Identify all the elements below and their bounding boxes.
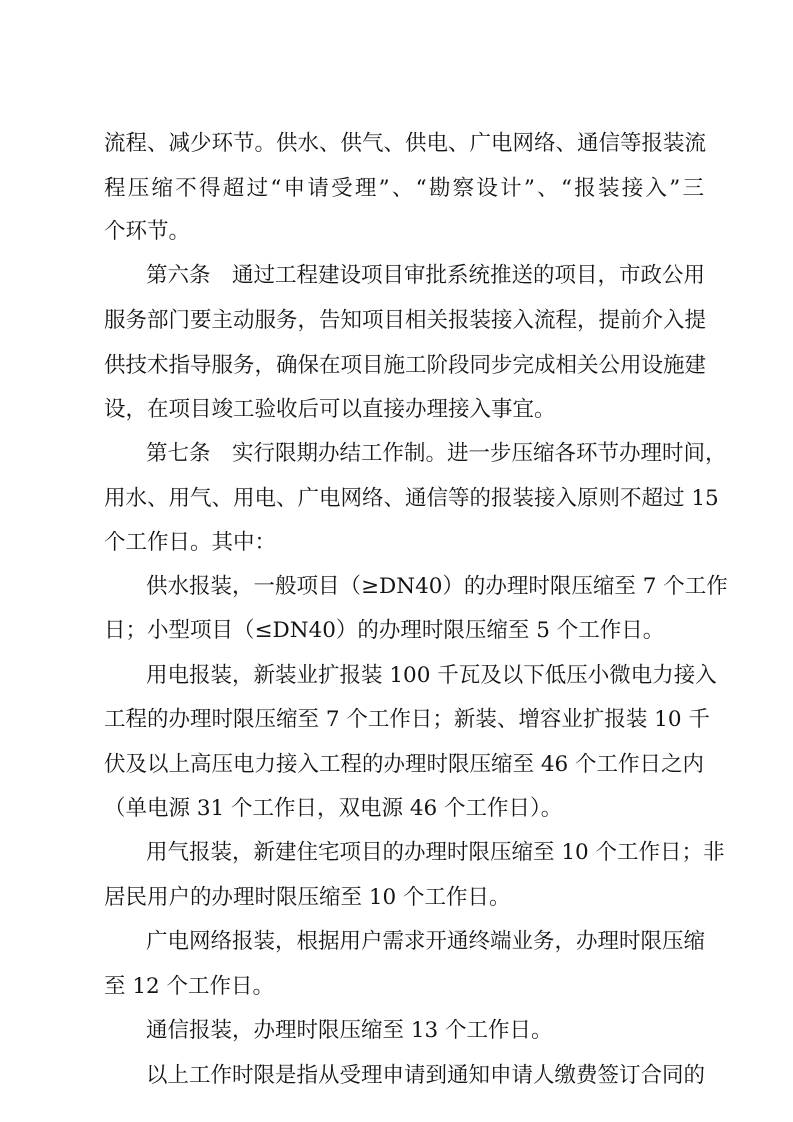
summary-paragraph-line: 以上工作时限是指从受理申请到通知申请人缴费签订合同的	[146, 1063, 706, 1088]
text-line: （单电源 31 个工作日，双电源 46 个工作日）。	[104, 796, 563, 821]
text-line: 用水、用气、用电、广电网络、通信等的报装接入原则不超过 15	[104, 486, 719, 511]
article-6-line: 第六条 通过工程建设项目审批系统推送的项目，市政公用	[146, 263, 706, 288]
text-line: 个环节。	[104, 219, 191, 244]
text-line: 服务部门要主动服务，告知项目相关报装接入流程，提前介入提	[104, 308, 707, 333]
text-line: 供技术指导服务，确保在项目施工阶段同步完成相关公用设施建	[104, 353, 707, 378]
text-line: 至 12 个工作日。	[104, 974, 275, 999]
telecom-paragraph-line: 通信报装，办理时限压缩至 13 个工作日。	[146, 1018, 553, 1043]
text-line: 个工作日。其中：	[104, 530, 277, 555]
text-line: 设，在项目竣工验收后可以直接办理接入事宜。	[104, 397, 556, 422]
water-paragraph-line: 供水报装，一般项目（≥DN40）的办理时限压缩至 7 个工作	[146, 574, 728, 599]
gas-paragraph-line: 用气报装，新建住宅项目的办理时限压缩至 10 个工作日；非	[146, 840, 725, 865]
electric-paragraph-line: 用电报装，新装业扩报装 100 千瓦及以下低压小微电力接入	[146, 663, 717, 688]
text-line: 伏及以上高压电力接入工程的办理时限压缩至 46 个工作日之内	[104, 752, 705, 777]
text-line: 程压缩不得超过“申请受理”、“勘察设计”、“报装接入”三	[104, 176, 704, 201]
broadcast-paragraph-line: 广电网络报装，根据用户需求开通终端业务，办理时限压缩	[146, 929, 706, 954]
text-line: 工程的办理时限压缩至 7 个工作日；新装、增容业扩报装 10 千	[104, 707, 710, 732]
text-line: 居民用户的办理时限压缩至 10 个工作日。	[104, 885, 511, 910]
text-line: 流程、减少环节。供水、供气、供电、广电网络、通信等报装流	[104, 131, 707, 156]
text-line: 日；小型项目（≤DN40）的办理时限压缩至 5 个工作日。	[104, 618, 665, 643]
article-7-line: 第七条 实行限期办结工作制。进一步压缩各环节办理时间，	[146, 441, 727, 466]
